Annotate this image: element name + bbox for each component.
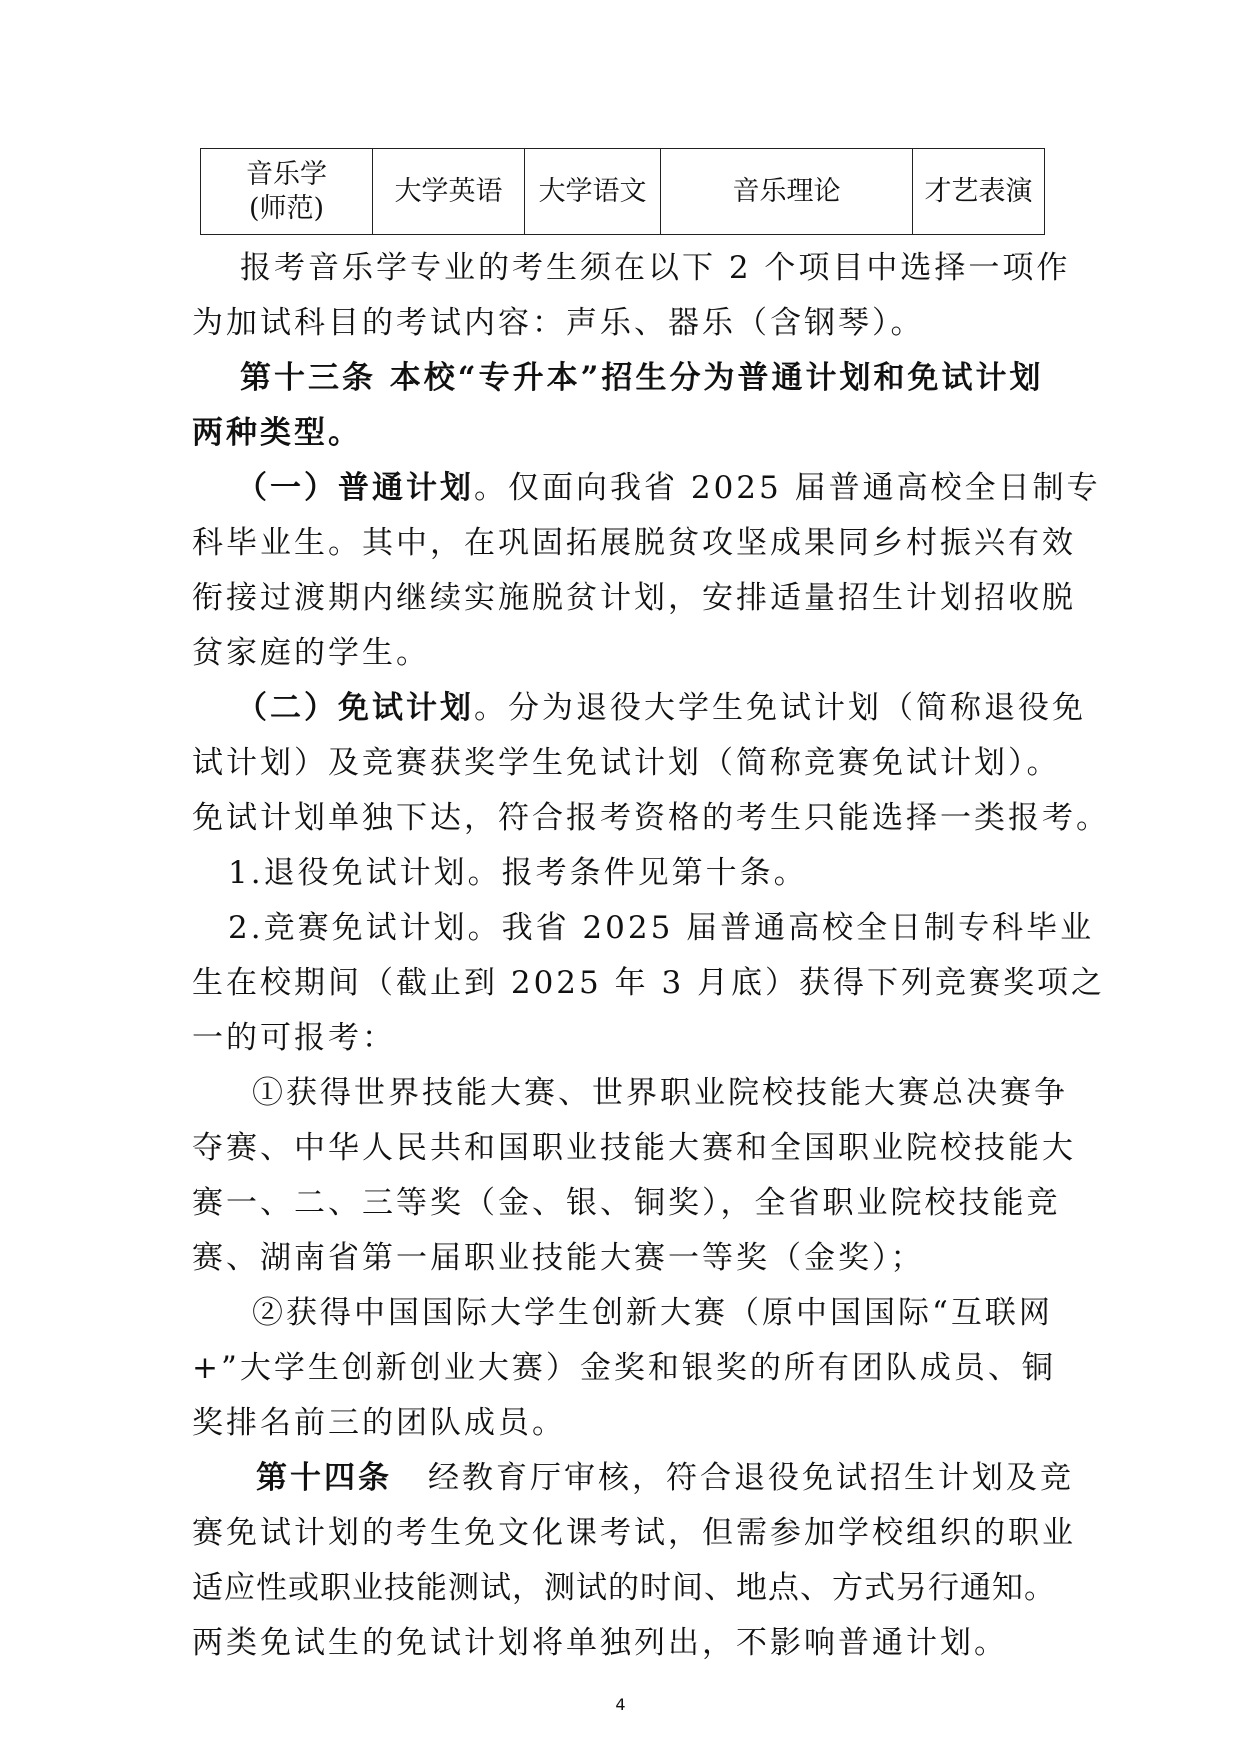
text-line: ②获得中国国际大学生创新大赛（原中国国际“互联网: [252, 1295, 1053, 1331]
text-line: 奖排名前三的团队成员。: [192, 1405, 566, 1441]
text-span: 经教育厅审核，符合退役免试招生计划及竞: [428, 1460, 1074, 1496]
article-heading: 两种类型。: [192, 415, 362, 451]
subject-table: [200, 148, 1045, 235]
text-line: [256, 1458, 1074, 1498]
text-line: +”大学生创新创业大赛）金奖和银奖的所有团队成员、铜: [192, 1350, 1056, 1386]
text-line: 赛一、二、三等奖（金、银、铜奖），全省职业院校技能竞: [192, 1185, 1061, 1221]
page-number: 4: [615, 1695, 626, 1714]
text-line: 为加试科目的考试内容：声乐、器乐（含钢琴）。: [192, 305, 925, 341]
text-line: 生在校期间（截止到 2025 年 3 月底）获得下列竞赛奖项之: [192, 965, 1106, 1001]
article-heading: 第十三条 本校“专升本”招生分为普通计划和免试计划: [240, 360, 1044, 396]
text-line: 贫家庭的学生。: [192, 635, 430, 671]
text-line: 科毕业生。其中，在巩固拓展脱贫攻坚成果同乡村振兴有效: [192, 525, 1076, 561]
text-line: 赛、湖南省第一届职业技能大赛一等奖（金奖）；: [192, 1240, 925, 1276]
text-line: 衔接过渡期内继续实施脱贫计划，安排适量招生计划招收脱: [192, 580, 1076, 616]
text-span: 。分为退役大学生免试计划（简称退役免: [474, 690, 1086, 726]
text-line: ①获得世界技能大赛、世界职业院校技能大赛总决赛争: [252, 1075, 1068, 1111]
major-type: (师范): [248, 192, 325, 224]
table-cell: 大学语文: [525, 149, 661, 235]
text-line: 2.竞赛免试计划。我省 2025 届普通高校全日制专科毕业: [228, 910, 1095, 946]
major-name: 音乐学: [246, 158, 327, 190]
text-line: 赛免试计划的考生免文化课考试，但需参加学校组织的职业: [192, 1515, 1076, 1551]
text-line: [236, 688, 1086, 728]
text-line: 两类免试生的免试计划将单独列出，不影响普通计划。: [192, 1625, 1008, 1661]
section-heading: （二）免试计划: [236, 690, 474, 726]
table-cell: 大学英语: [373, 149, 525, 235]
text-line: 1.退役免试计划。报考条件见第十条。: [228, 855, 808, 891]
table-cell: 音乐理论: [661, 149, 913, 235]
table-cell-major: [201, 149, 373, 235]
table-row: [201, 149, 1045, 235]
text-line: 适应性或职业技能测试，测试的时间、地点、方式另行通知。: [192, 1570, 1056, 1606]
article-heading: 第十四条: [256, 1460, 392, 1496]
text-line: [236, 468, 1101, 508]
text-line: 报考音乐学专业的考生须在以下 2 个项目中选择一项作: [240, 250, 1071, 286]
text-line: 夺赛、中华人民共和国职业技能大赛和全国职业院校技能大: [192, 1130, 1076, 1166]
text-line: 试计划）及竞赛获奖学生免试计划（简称竞赛免试计划）。: [192, 745, 1061, 781]
table-cell: 才艺表演: [913, 149, 1045, 235]
text-line: 免试计划单独下达，符合报考资格的考生只能选择一类报考。: [192, 800, 1110, 836]
section-heading: （一）普通计划: [236, 470, 474, 506]
text-span: 。仅面向我省 2025 届普通高校全日制专: [474, 470, 1101, 506]
text-line: 一的可报考：: [192, 1020, 396, 1056]
